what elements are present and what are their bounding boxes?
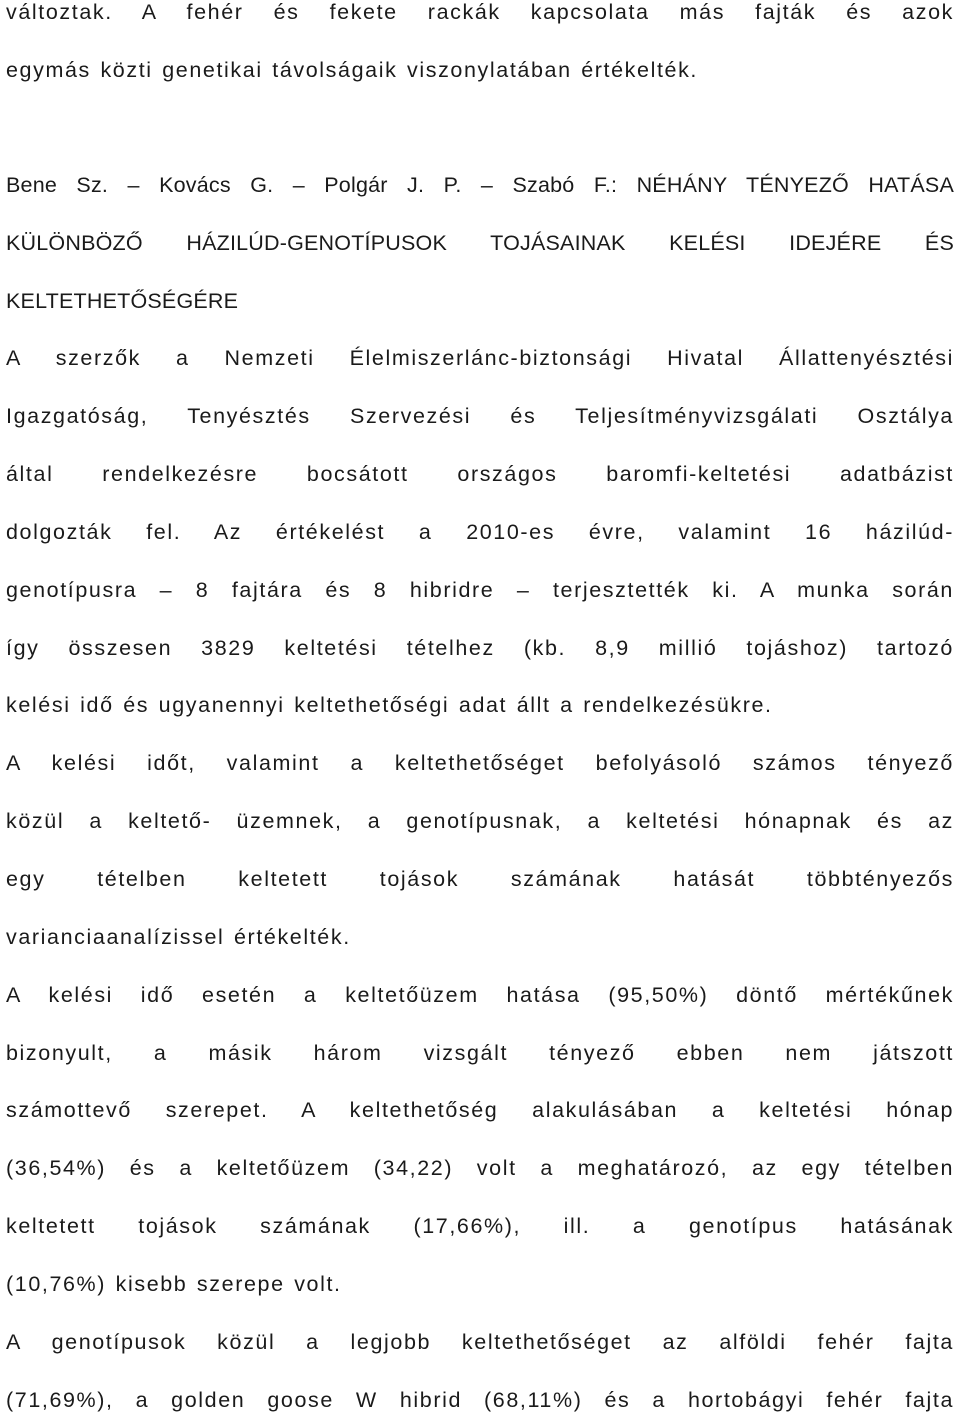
text-line: kelési idő és ugyanennyi keltethetőségi adat állt a rendelkezésükre. (6, 693, 773, 717)
text-line: A kelési idő esetén a keltetőüzem hatása (95,50%) döntő mértékűnek (6, 983, 954, 1007)
text-line: varianciaanalízissel értékelték. (6, 925, 351, 949)
text-line: egymás közti genetikai távolságaik viszonylatában értékelték. (6, 58, 698, 82)
text-line: egy tételben keltetett tojások számának hatását többtényezős (6, 867, 954, 891)
text-line: bizonyult, a másik három vizsgált tényező ebben nem játszott (6, 1041, 954, 1065)
text-line: így összesen 3829 keltetési tételhez (kb. 8,9 millió tojáshoz) tartozó (6, 636, 954, 660)
text-line: közül a keltető- üzemnek, a genotípusnak, a keltetési hónapnak és az (6, 809, 954, 833)
text-line: változtak. A fehér és fekete rackák kapcsolata más fajták és azok (6, 0, 954, 24)
text-line: Igazgatóság, Tenyésztés Szervezési és Teljesítményvizsgálati Osztálya (6, 404, 954, 428)
text-line: A genotípusok közül a legjobb keltethetőséget az alföldi fehér fajta (6, 1330, 954, 1354)
text-line: A szerzők a Nemzeti Élelmiszerlánc-biztonsági Hivatal Állattenyésztési (6, 346, 954, 370)
text-line: számottevő szerepet. A keltethetőség alakulásában a keltetési hónap (6, 1098, 954, 1122)
text-line: A kelési időt, valamint a keltethetőséget befolyásoló számos tényező (6, 751, 954, 775)
text-line: (71,69%), a golden goose W hibrid (68,11%) és a hortobágyi fehér fajta (6, 1388, 954, 1412)
text-line: keltetett tojások számának (17,66%), ill. a genotípus hatásának (6, 1214, 954, 1238)
text-line: (36,54%) és a keltetőüzem (34,22) volt a meghatározó, az egy tételben (6, 1156, 954, 1180)
article-heading-line: KÜLÖNBÖZŐ HÁZILÚD-GENOTÍPUSOK TOJÁSAINAK KELÉSI IDEJÉRE ÉS (6, 231, 954, 255)
text-line: (10,76%) kisebb szerepe volt. (6, 1272, 342, 1296)
text-line: genotípusra – 8 fajtára és 8 hibridre – terjesztették ki. A munka során (6, 578, 954, 602)
article-heading-line: KELTETHETŐSÉGÉRE (6, 289, 239, 313)
article-heading-line: Bene Sz. – Kovács G. – Polgár J. P. – Szabó F.: NÉHÁNY TÉNYEZŐ HATÁSA (6, 173, 954, 197)
text-line: dolgozták fel. Az értékelést a 2010-es évre, valamint 16 házilúd- (6, 520, 954, 544)
text-line: által rendelkezésre bocsátott országos baromfi-keltetési adatbázist (6, 462, 954, 486)
